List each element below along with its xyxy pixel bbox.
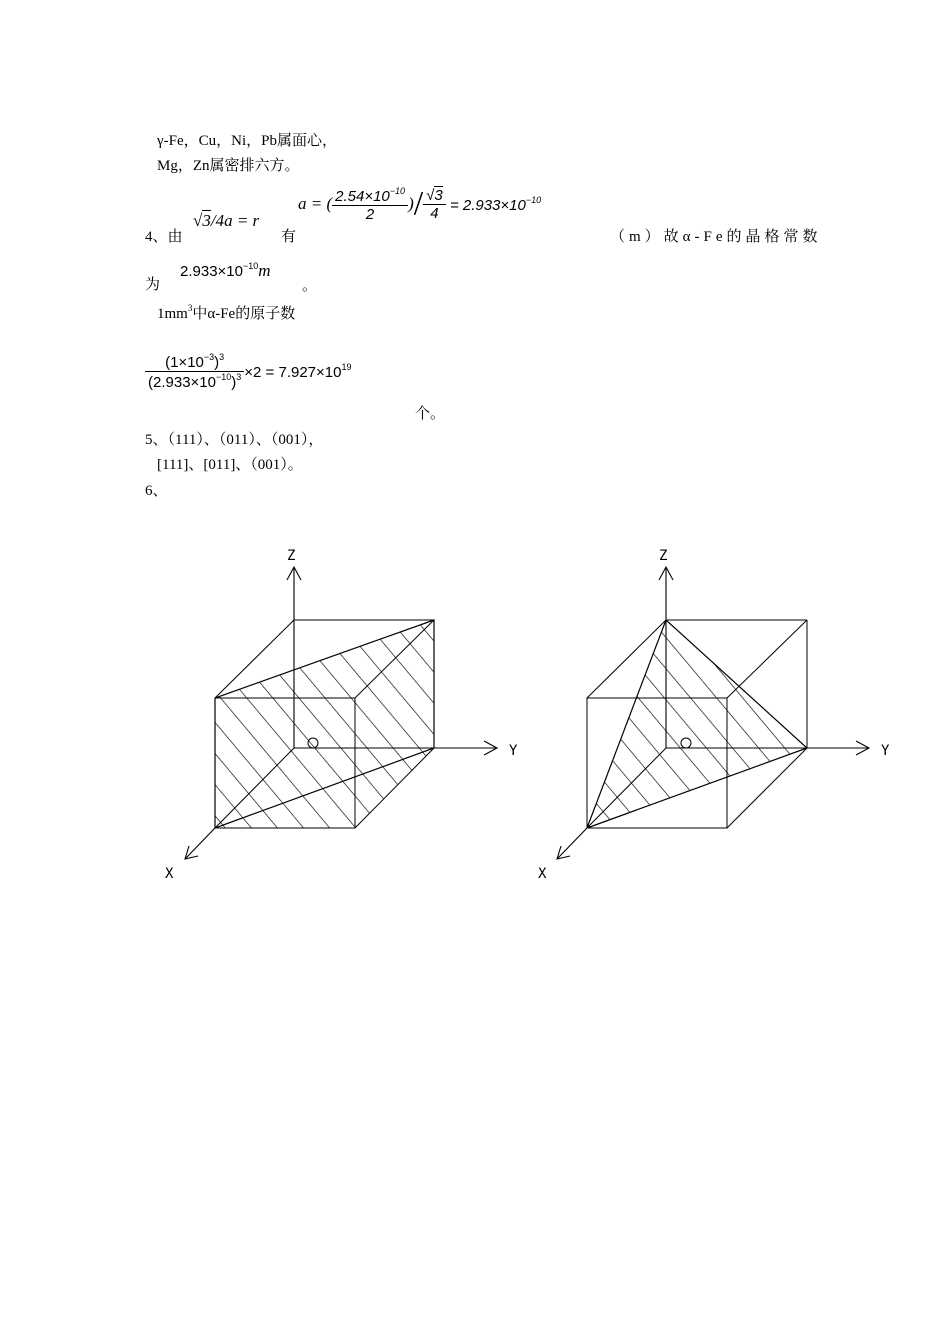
- q4-you: 有: [281, 229, 297, 245]
- axis-z-right: Z: [659, 548, 668, 564]
- q4-period: 。: [302, 278, 318, 294]
- q4-atom-count-label: $1mm^3$中α-Fe的原子数: [157, 303, 296, 322]
- formula-lattice-value: $2.933\times 10^{-10}m$: [180, 261, 271, 280]
- axis-x-left: X: [165, 866, 174, 882]
- formula-atom-count: $\frac{(1\times 10^{-3})^3}{(2.933\times 10^{-10})^3}$ $\times 2 = 7.927\times 10^{19}$: [145, 352, 351, 391]
- axis-z-left: Z: [287, 548, 296, 564]
- line-fcc-metals: γ-Fe，Cu，Ni，Pb属面心，: [157, 133, 337, 149]
- hatched-plane-left: [215, 620, 434, 828]
- hatched-plane-right: [587, 620, 807, 828]
- q5-directions: [111]、[011]、（001）。: [157, 457, 303, 473]
- q5-planes: 5、（111）、（011）、（001），: [145, 432, 324, 448]
- q4-label: 4、由: [145, 229, 183, 245]
- line-hcp-metals: Mg，Zn属密排六方。: [157, 158, 300, 174]
- axis-x-right: X: [538, 866, 547, 882]
- cube-left: [165, 548, 518, 882]
- ge-label: 个。: [415, 406, 446, 422]
- q4-wei: 为: [145, 277, 161, 293]
- formula-lattice-constant: a = ( $\frac{2.54\times 10^{-10}}{2}$ )/ $\frac{√3}{4}$ = $2.933\times 10^{-10}$: [298, 185, 542, 223]
- axis-y-left: Y: [509, 743, 518, 759]
- q6-label: 6、: [145, 483, 168, 499]
- axis-y-right: Y: [881, 743, 890, 759]
- cube-right: [538, 548, 890, 882]
- q4-tail: （m）故α-Fe的晶格常数: [610, 229, 822, 245]
- formula-radius-relation: √3/4a = r: [193, 211, 260, 230]
